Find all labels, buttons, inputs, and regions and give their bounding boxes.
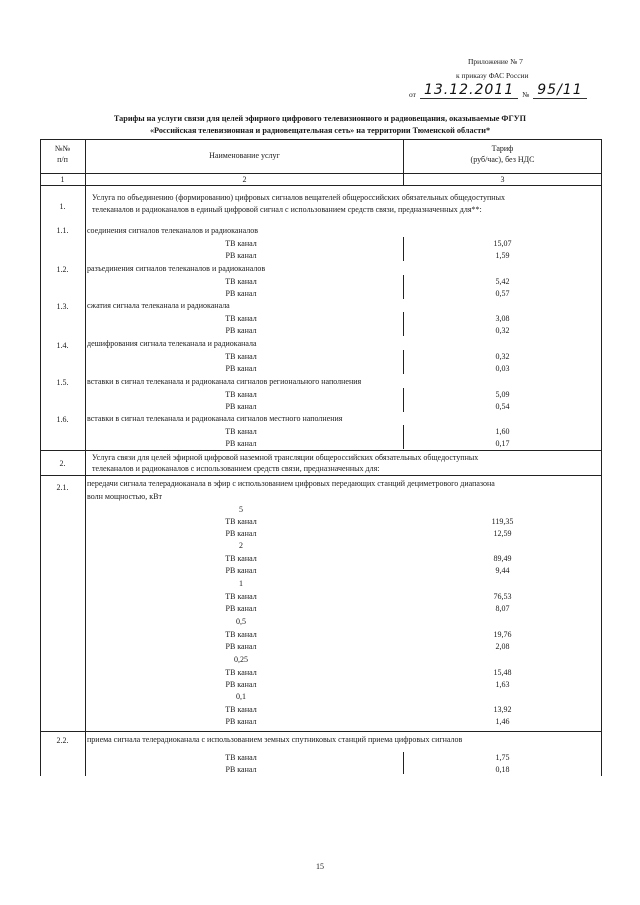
channel-label: РВ канал: [225, 289, 257, 298]
table-section-divider: [40, 475, 602, 476]
service-name: приема сигнала телерадиоканала с использованием земных спутниковых станций приема цифровых сигналов: [87, 735, 463, 744]
service-description: передачи сигнала телерадиоканала в эфир с использованием цифровых передающих станций дециметрового диапазона: [87, 479, 495, 488]
power-level: 0,5: [236, 617, 246, 626]
tariff-value: 119,35: [491, 517, 514, 526]
channel-label: РВ канал: [225, 439, 257, 448]
tariff-value: 8,07: [495, 604, 510, 613]
separator-mark: [403, 350, 404, 374]
channel-label: РВ канал: [225, 765, 257, 774]
separator-mark: [403, 237, 404, 261]
tariff-value: 5,09: [495, 390, 510, 399]
channel-label: РВ канал: [225, 566, 257, 575]
row-number: 2.1.: [56, 483, 69, 492]
tariff-value: 0,32: [495, 326, 510, 335]
handwritten-date: 13.12.2011: [420, 82, 518, 99]
row-number: 1.6.: [56, 415, 69, 424]
tariff-value: 89,49: [493, 554, 512, 563]
service-description: Услуга по объединению (формированию) цифровых сигналов вещателей общероссийских обязательных общедоступных: [92, 193, 505, 202]
row-number: 1.3.: [56, 302, 69, 311]
channel-label: РВ канал: [225, 604, 257, 613]
tariff-value: 1,63: [495, 680, 510, 689]
date-prefix: от: [409, 90, 416, 99]
separator-mark: [403, 312, 404, 336]
service-name: вставки в сигнал телеканала и радиоканала сигналов местного наполнения: [87, 414, 343, 423]
number-prefix: №: [522, 90, 530, 99]
row-number: 2.: [59, 459, 66, 468]
service-name: разъединения сигналов телеканалов и радиоканалов: [87, 264, 266, 273]
channel-label: ТВ канал: [225, 705, 257, 714]
table-header-divider: [40, 173, 602, 174]
tariff-value: 0,18: [495, 765, 510, 774]
tariff-value: 1,59: [495, 251, 510, 260]
document-title-line1: Тарифы на услуги связи для целей эфирного цифрового телевизионного и радиовещания, оказываемые ФГУП: [113, 114, 527, 123]
tariff-value: 0,17: [495, 439, 510, 448]
row-number: 1.4.: [56, 341, 69, 350]
channel-label: ТВ канал: [225, 554, 257, 563]
channel-label: ТВ канал: [225, 314, 257, 323]
tariff-value: 9,44: [495, 566, 510, 575]
service-description: волн мощностью, кВт: [87, 492, 162, 501]
col-tariff-header: Тариф: [491, 144, 514, 153]
channel-label: РВ канал: [225, 251, 257, 260]
tariff-value: 0,03: [495, 364, 510, 373]
power-level: 0,1: [236, 692, 246, 701]
row-number: 1.2.: [56, 265, 69, 274]
col-number-3: 3: [500, 175, 505, 184]
row-number: 1.: [59, 202, 66, 211]
table-border-top: [40, 139, 602, 140]
channel-label: РВ канал: [225, 326, 257, 335]
separator-mark: [403, 425, 404, 449]
order-date-block: [409, 81, 587, 99]
tariff-value: 76,53: [493, 592, 512, 601]
tariff-value: 0,32: [495, 352, 510, 361]
channel-label: ТВ канал: [225, 427, 257, 436]
service-description: Услуга связи для целей эфирной цифровой наземной трансляции общероссийских обязательных общедоступных: [92, 453, 479, 462]
channel-label: РВ канал: [225, 642, 257, 651]
service-description: телеканалов и радиоканалов в единый цифровой сигнал с использованием средств связи, предназначенных для**:: [92, 205, 482, 214]
table-section-divider: [40, 450, 602, 451]
col-number-2: 2: [242, 175, 247, 184]
tariff-value: 3,08: [495, 314, 510, 323]
tariff-value: 13,92: [493, 705, 512, 714]
channel-label: РВ канал: [225, 529, 257, 538]
power-level: 2: [239, 541, 243, 550]
service-description: телеканалов и радиоканалов с использованием средств связи, предназначенных для:: [92, 464, 380, 473]
col-num-header-sub: п/п: [57, 155, 68, 164]
channel-label: ТВ канал: [225, 753, 257, 762]
order-reference: к приказу ФАС России: [456, 71, 529, 80]
tariff-value: 1,46: [495, 717, 510, 726]
channel-label: РВ канал: [225, 364, 257, 373]
table-colnum-divider: [40, 185, 602, 186]
channel-label: ТВ канал: [225, 517, 257, 526]
tariff-value: 0,57: [495, 289, 510, 298]
col-name-header: Наименование услуг: [209, 151, 280, 160]
tariff-value: 1,75: [495, 753, 510, 762]
col-tariff-header-sub: (руб/час), без НДС: [470, 155, 535, 164]
separator-mark: [403, 388, 404, 412]
separator-mark: [403, 275, 404, 299]
channel-label: ТВ канал: [225, 390, 257, 399]
col-num-header: №№: [54, 144, 71, 153]
tariff-value: 15,07: [493, 239, 512, 248]
service-name: дешифрования сигнала телеканала и радиоканала: [87, 339, 257, 348]
channel-label: ТВ канал: [225, 277, 257, 286]
row-number: 2.2.: [56, 736, 69, 745]
channel-label: ТВ канал: [225, 668, 257, 677]
tariff-value: 1,60: [495, 427, 510, 436]
channel-label: ТВ канал: [225, 352, 257, 361]
col-number-1: 1: [60, 175, 65, 184]
power-level: 5: [239, 505, 243, 514]
service-name: вставки в сигнал телеканала и радиоканала сигналов регионального наполнения: [87, 377, 362, 386]
power-level: 0,25: [234, 655, 248, 664]
page-number: 15: [316, 862, 324, 871]
appendix-label: Приложение № 7: [468, 57, 523, 66]
service-name: сжатия сигнала телеканала и радиоканала: [87, 301, 230, 310]
channel-label: РВ канал: [225, 680, 257, 689]
tariff-value: 12,59: [493, 529, 512, 538]
tariff-value: 15,48: [493, 668, 512, 677]
tariff-value: 19,76: [493, 630, 512, 639]
row-number: 1.1.: [56, 226, 69, 235]
channel-label: РВ канал: [225, 402, 257, 411]
service-name: соединения сигналов телеканалов и радиоканалов: [87, 226, 259, 235]
document-title-line2: «Российская телевизионная и радиовещательная сеть» на территории Тюменской области*: [149, 126, 491, 135]
channel-label: РВ канал: [225, 717, 257, 726]
tariff-value: 0,54: [495, 402, 510, 411]
handwritten-number: 95/11: [533, 82, 586, 99]
row-number: 1.5.: [56, 378, 69, 387]
channel-label: ТВ канал: [225, 592, 257, 601]
tariff-value: 5,42: [495, 277, 510, 286]
separator-mark: [403, 752, 404, 774]
power-level: 1: [239, 579, 243, 588]
channel-label: ТВ канал: [225, 630, 257, 639]
channel-label: ТВ канал: [225, 239, 257, 248]
tariff-value: 2,08: [495, 642, 510, 651]
table-section-divider: [40, 731, 602, 732]
